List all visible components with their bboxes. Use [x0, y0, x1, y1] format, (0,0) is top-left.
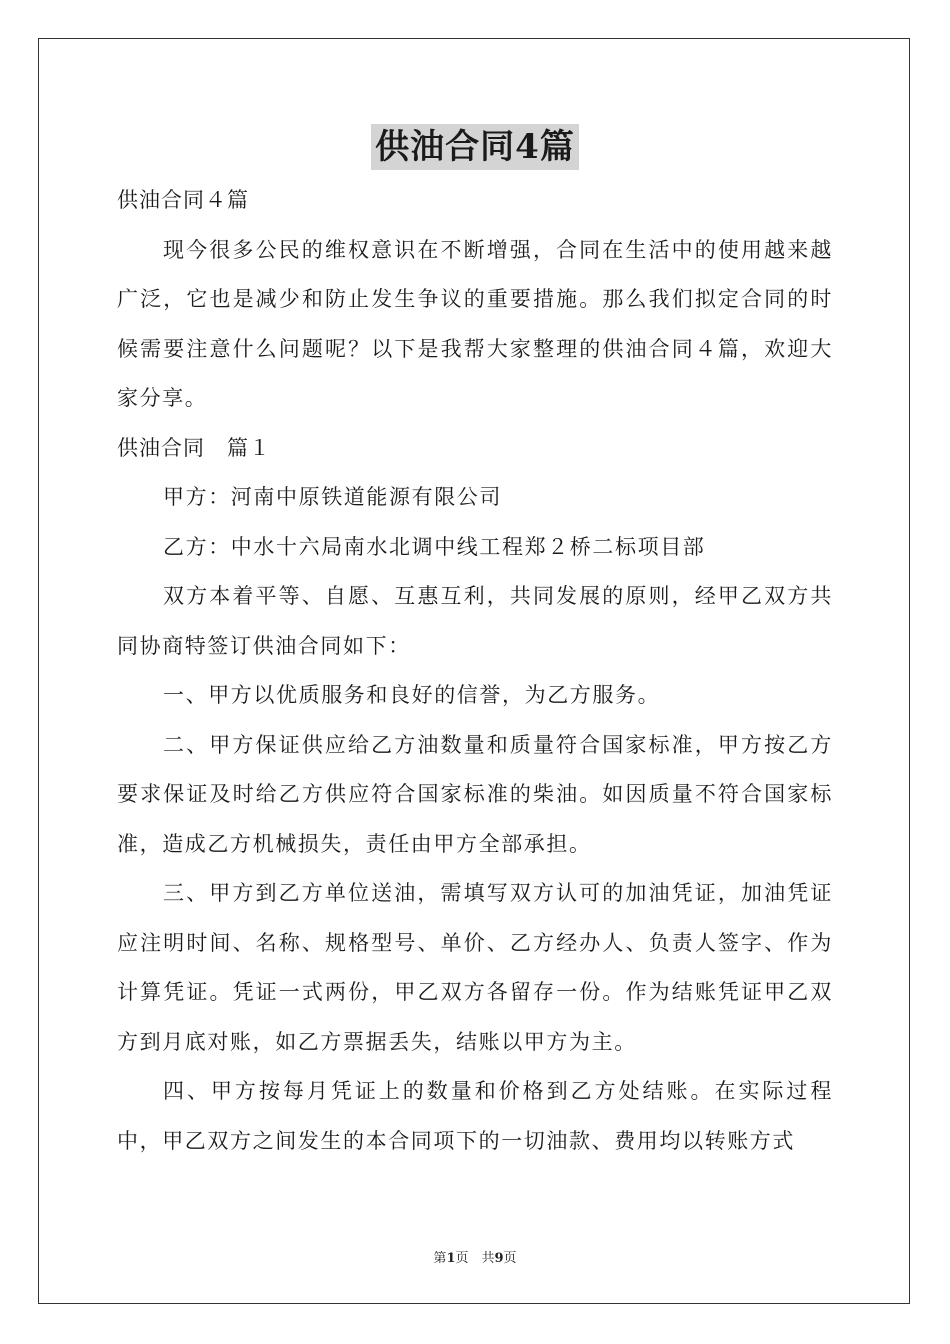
footer-page-suffix: 页: [503, 1251, 517, 1266]
clause-4: 四、甲方按每月凭证上的数量和价格到乙方处结账。在实际过程中，甲乙双方之间发生的本合同项下的一切油款、费用均以转账方式: [117, 1079, 833, 1153]
title-container: [0, 124, 950, 170]
document-title: 供油合同4篇: [371, 124, 579, 170]
footer-page-total: 9: [494, 1251, 504, 1266]
footer-page-prefix: 第: [433, 1251, 447, 1266]
page-footer: [0, 1247, 950, 1266]
party-b: 乙方：中水十六局南水北调中线工程郑２桥二标项目部: [163, 534, 706, 559]
intro-paragraph: 现今很多公民的维权意识在不断增强，合同在生活中的使用越来越广泛，它也是减少和防止发生争议的重要措施。那么我们拟定合同的时候需要注意什么问题呢？以下是我帮大家整理的供油合同４篇，欢迎大家分享。: [117, 237, 833, 410]
document-body: [117, 176, 833, 1166]
clause-3: 三、甲方到乙方单位送油，需填写双方认可的加油凭证，加油凭证应注明时间、名称、规格型号、单价、乙方经办人、负责人签字、作为计算凭证。凭证一式两份，甲乙双方各留存一份。作为结账凭证甲乙双方到月底对账，如乙方票据丢失，结账以甲方为主。: [117, 881, 833, 1054]
footer-page-mid: 页 共: [455, 1251, 495, 1266]
footer-page-current: 1: [446, 1251, 456, 1266]
party-a: 甲方：河南中原铁道能源有限公司: [163, 485, 502, 509]
document-subtitle: 供油合同４篇: [117, 188, 249, 212]
clause-1: 一、甲方以优质服务和良好的信誉，为乙方服务。: [163, 683, 661, 707]
section-heading: 供油合同 篇１: [117, 435, 271, 460]
clause-2: 二、甲方保证供应给乙方油数量和质量符合国家标准，甲方按乙方要求保证及时给乙方供应符合国家标准的柴油。如因质量不符合国家标准，造成乙方机械损失，责任由甲方全部承担。: [117, 732, 833, 856]
clause-preamble: 双方本着平等、自愿、互惠互利，共同发展的原则，经甲乙双方共同协商特签订供油合同如下：: [117, 584, 833, 658]
